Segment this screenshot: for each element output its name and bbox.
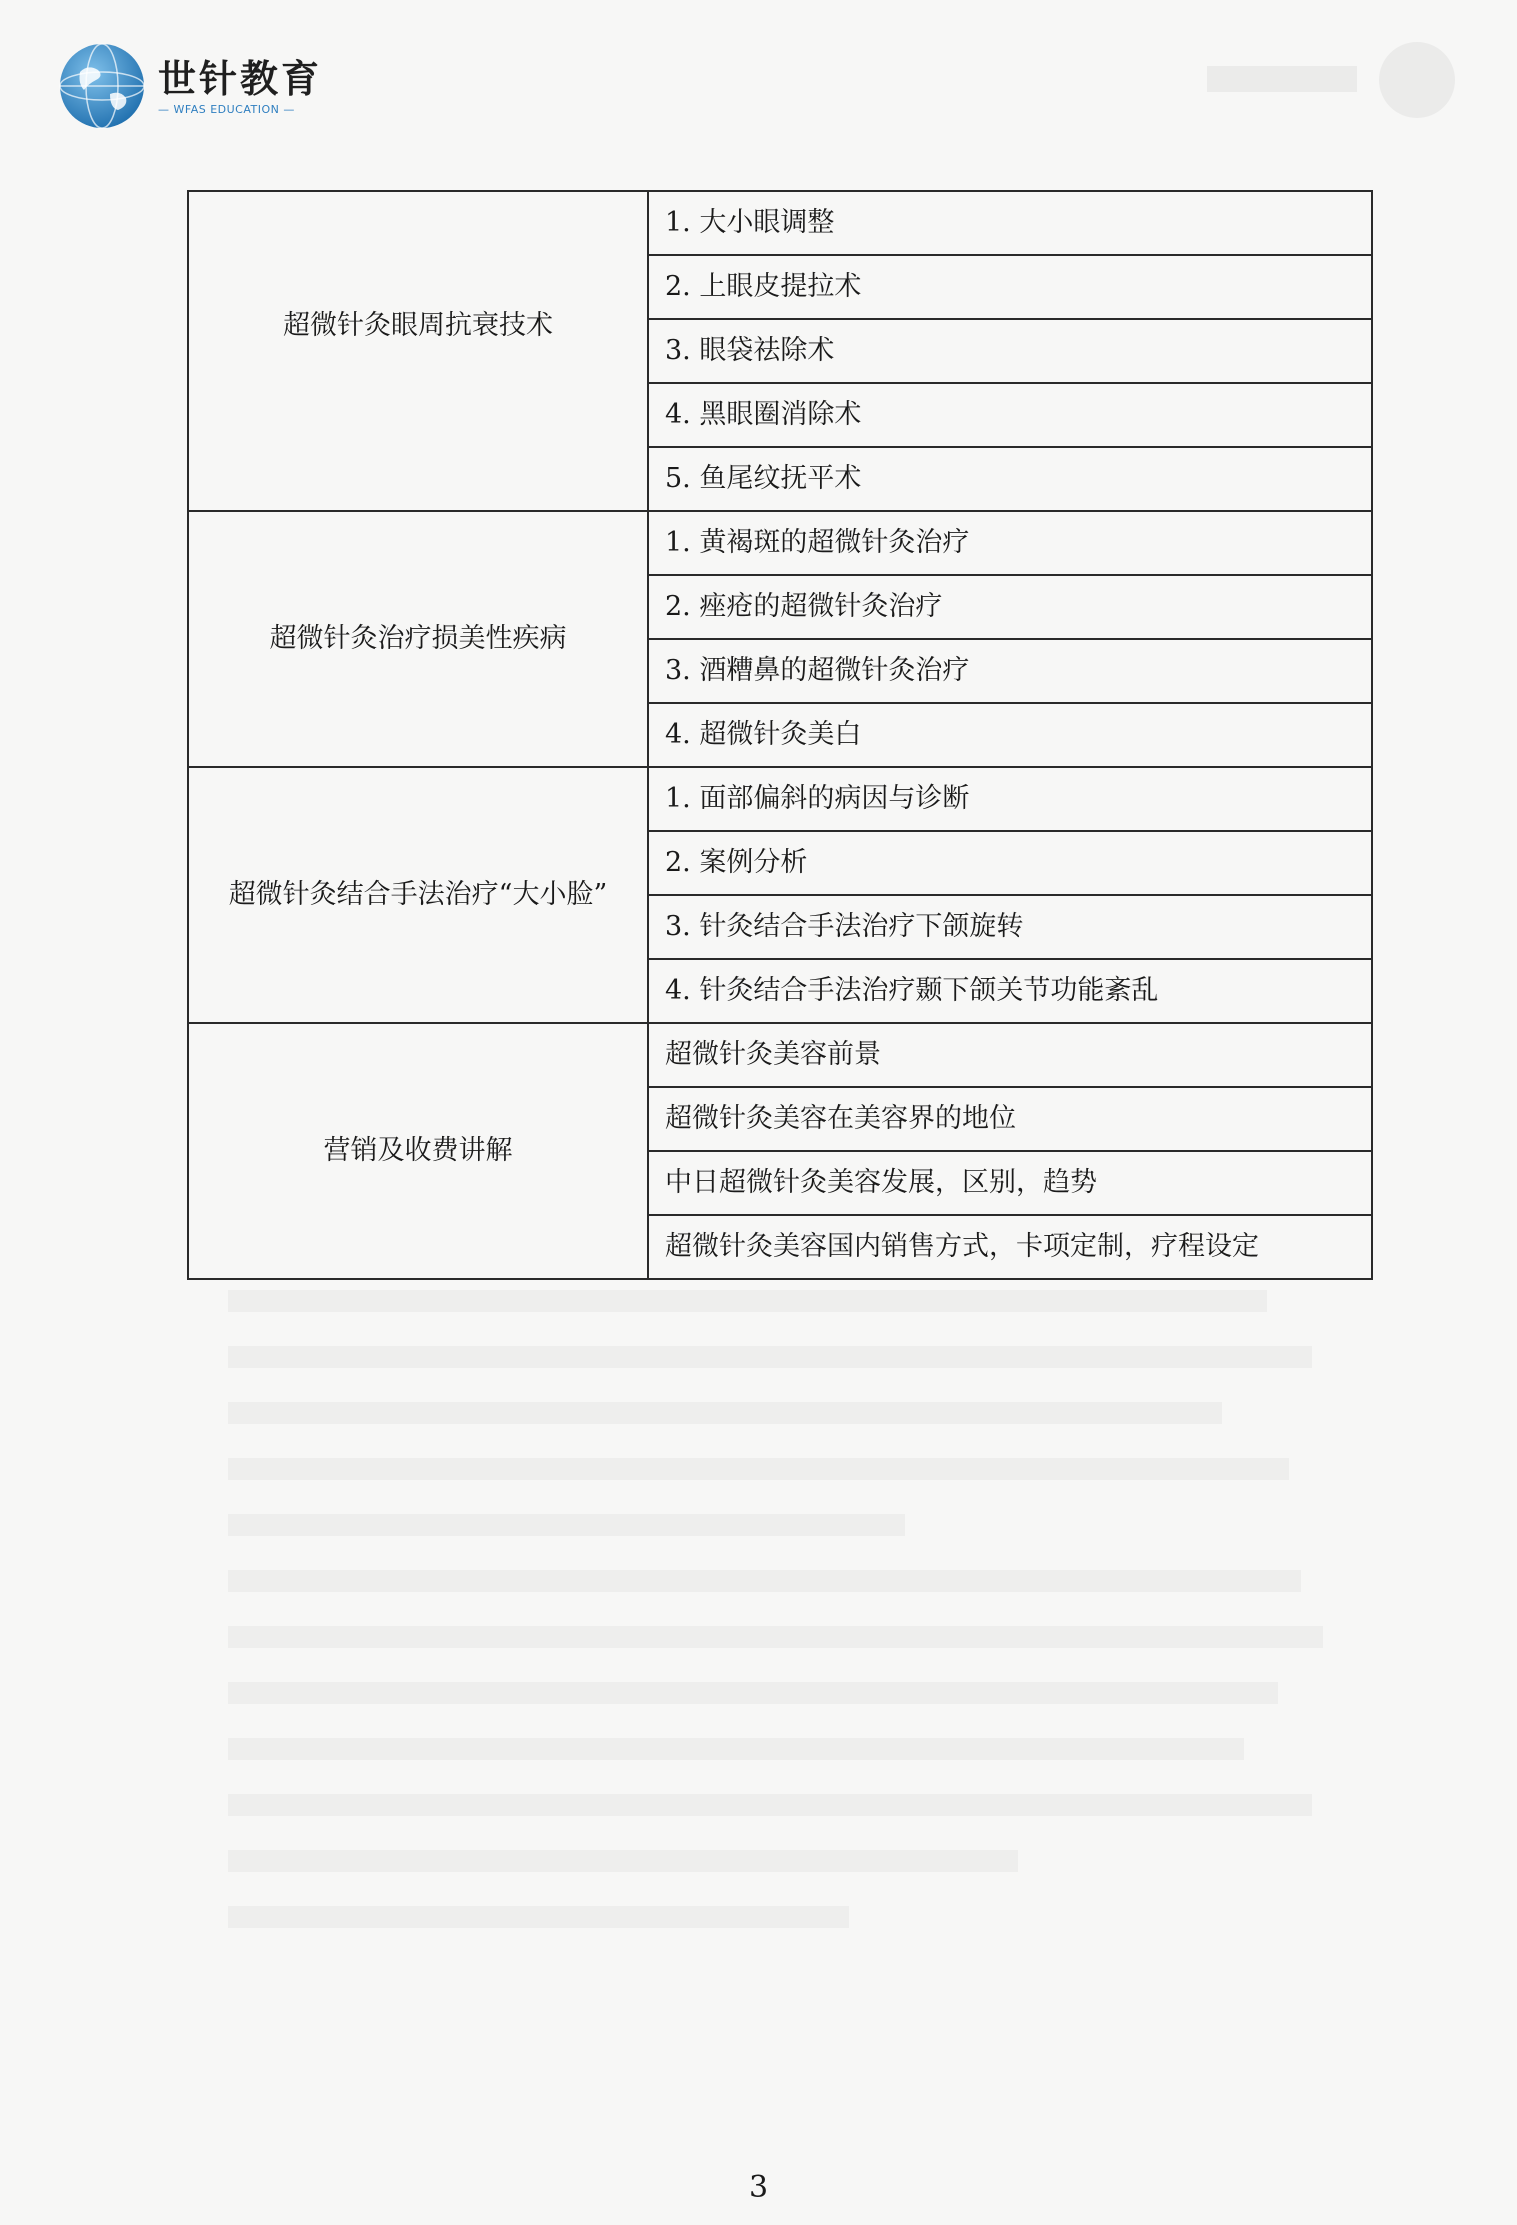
course-item: 超微针灸美容国内销售方式，卡项定制，疗程设定 [648,1215,1372,1279]
table-row [188,191,1372,255]
course-item: 4. 黑眼圈消除术 [648,383,1372,447]
table-row [188,767,1372,831]
course-item: 2. 案例分析 [648,831,1372,895]
course-item: 超微针灸美容前景 [648,1023,1372,1087]
header [58,42,322,130]
page-number: 3 [748,2170,769,2205]
brand-name: 世针教育 [158,55,323,101]
course-item: 2. 上眼皮提拉术 [648,255,1372,319]
course-item: 2. 痤疮的超微针灸治疗 [648,575,1372,639]
module-title: 超微针灸结合手法治疗“大小脸” [228,879,608,910]
module-cell [188,1023,648,1279]
brand-subtitle: — WFAS EDUCATION — [158,102,295,116]
course-item: 3. 针灸结合手法治疗下颌旋转 [648,895,1372,959]
table-row [188,511,1372,575]
brand [158,57,322,116]
course-item: 4. 针灸结合手法治疗颞下颌关节功能紊乱 [648,959,1372,1023]
module-title: 超微针灸眼周抗衰技术 [283,310,553,341]
globe-logo-icon [58,42,146,130]
course-item: 5. 鱼尾纹抚平术 [648,447,1372,511]
module-title: 超微针灸治疗损美性疾病 [269,623,567,654]
course-item: 1. 面部偏斜的病因与诊断 [648,767,1372,831]
course-item: 4. 超微针灸美白 [648,703,1372,767]
table-row [188,1023,1372,1087]
module-cell [188,511,648,767]
course-item: 中日超微针灸美容发展，区别，趋势 [648,1151,1372,1215]
course-item: 超微针灸美容在美容界的地位 [648,1087,1372,1151]
module-title: 营销及收费讲解 [323,1135,513,1166]
course-item: 3. 眼袋祛除术 [648,319,1372,383]
faint-header-logo-icon [1167,30,1467,130]
course-item: 1. 黄褐斑的超微针灸治疗 [648,511,1372,575]
course-item: 1. 大小眼调整 [648,191,1372,255]
module-cell [188,767,648,1023]
course-item: 3. 酒糟鼻的超微针灸治疗 [648,639,1372,703]
course-table [187,190,1373,1280]
module-cell [188,191,648,511]
bleed-through-background [228,1290,1357,1970]
